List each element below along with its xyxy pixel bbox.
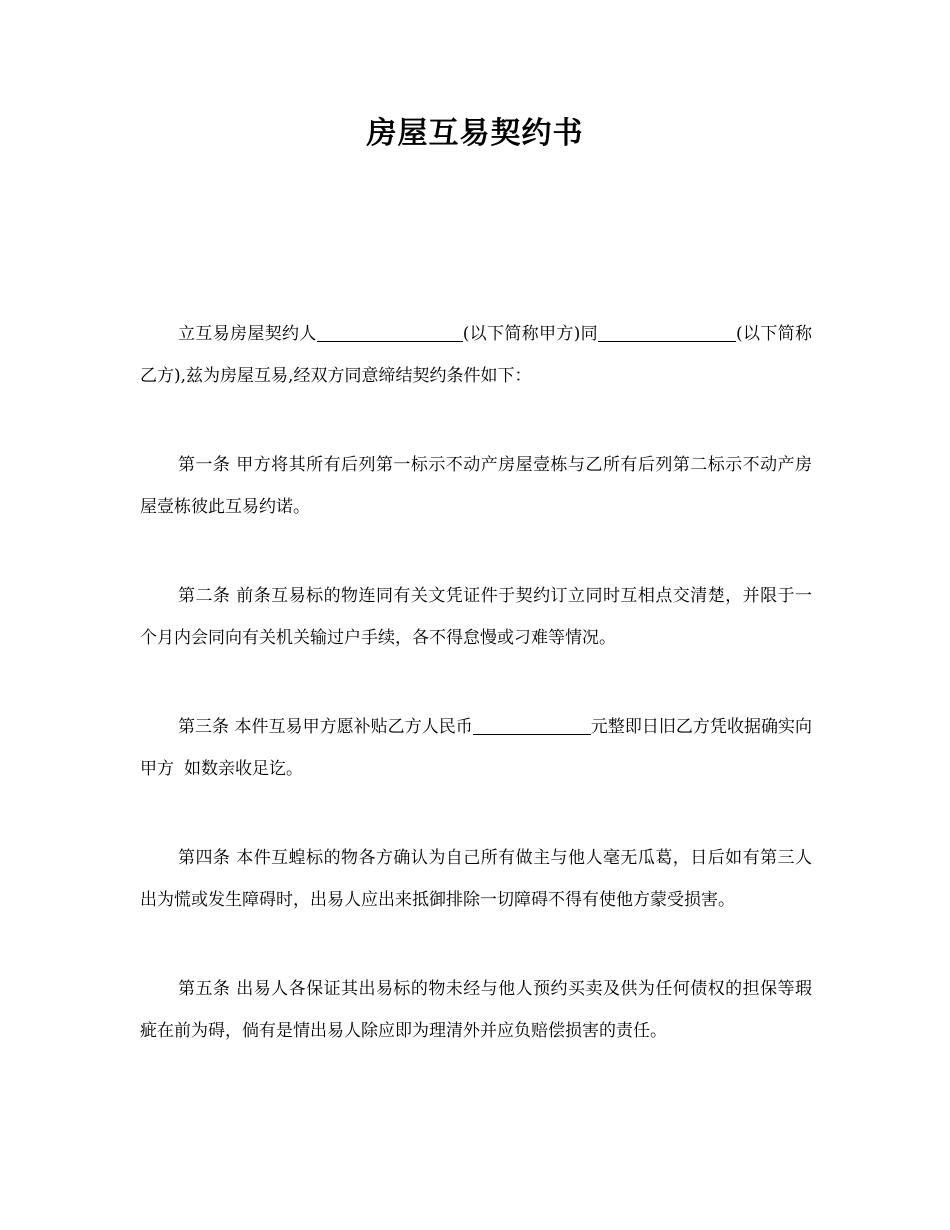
intro-text-3: (以下简称乙方),兹为房屋互易,经双方同意缔结契约条件如下： — [140, 324, 812, 386]
article-4-label: 第四条 — [178, 848, 231, 868]
article-2 — [140, 575, 812, 659]
article-5 — [140, 968, 812, 1052]
intro-text-2: (以下简称甲方)同 — [462, 324, 599, 344]
party-a-blank — [317, 323, 463, 342]
article-1-label: 第一条 — [178, 455, 231, 475]
article-2-label: 第二条 — [178, 586, 231, 606]
intro-paragraph — [140, 313, 812, 397]
article-3-text-end: 如数亲收足讫。 — [184, 759, 303, 779]
article-3-label: 第三条 — [178, 717, 230, 737]
party-b-blank — [598, 323, 736, 342]
intro-text-1: 立互易房屋契约人 — [178, 324, 317, 344]
article-4 — [140, 837, 812, 921]
document-title: 房屋互易契约书 — [366, 116, 584, 151]
article-5-text: 出易人各保证其出易标的物未经与他人预约买卖及供为任何债权的担保等瑕疵在前为碍，倘有是情出易人除应即为理清外并应负赔偿损害的责任。 — [140, 979, 813, 1041]
amount-blank — [473, 716, 591, 735]
article-1 — [140, 444, 812, 528]
article-3-text-before: 本件互易甲方愿补贴乙方人民币 — [234, 717, 473, 737]
article-3 — [140, 706, 812, 790]
article-2-text: 前条互易标的物连同有关文凭证件于契约订立同时互相点交清楚，并限于一个月内会同向有关机关输过户手续，各不得怠慢或刁难等情况。 — [140, 586, 813, 648]
article-3-text-after: 元整即日旧乙方凭收据确实向甲方 — [140, 717, 813, 779]
document-body — [140, 313, 812, 1052]
article-1-text: 甲方将其所有后列第一标示不动产房屋壹栋与乙所有后列第二标示不动产房屋壹栋彼此互易约诺。 — [140, 455, 813, 517]
article-5-label: 第五条 — [178, 979, 231, 999]
article-4-text: 本件互蝗标的物各方确认为自己所有做主与他人毫无瓜葛，日后如有第三人出为慌或发生障碍时，出易人应出来抵御排除一切障碍不得有使他方蒙受损害。 — [140, 848, 813, 910]
